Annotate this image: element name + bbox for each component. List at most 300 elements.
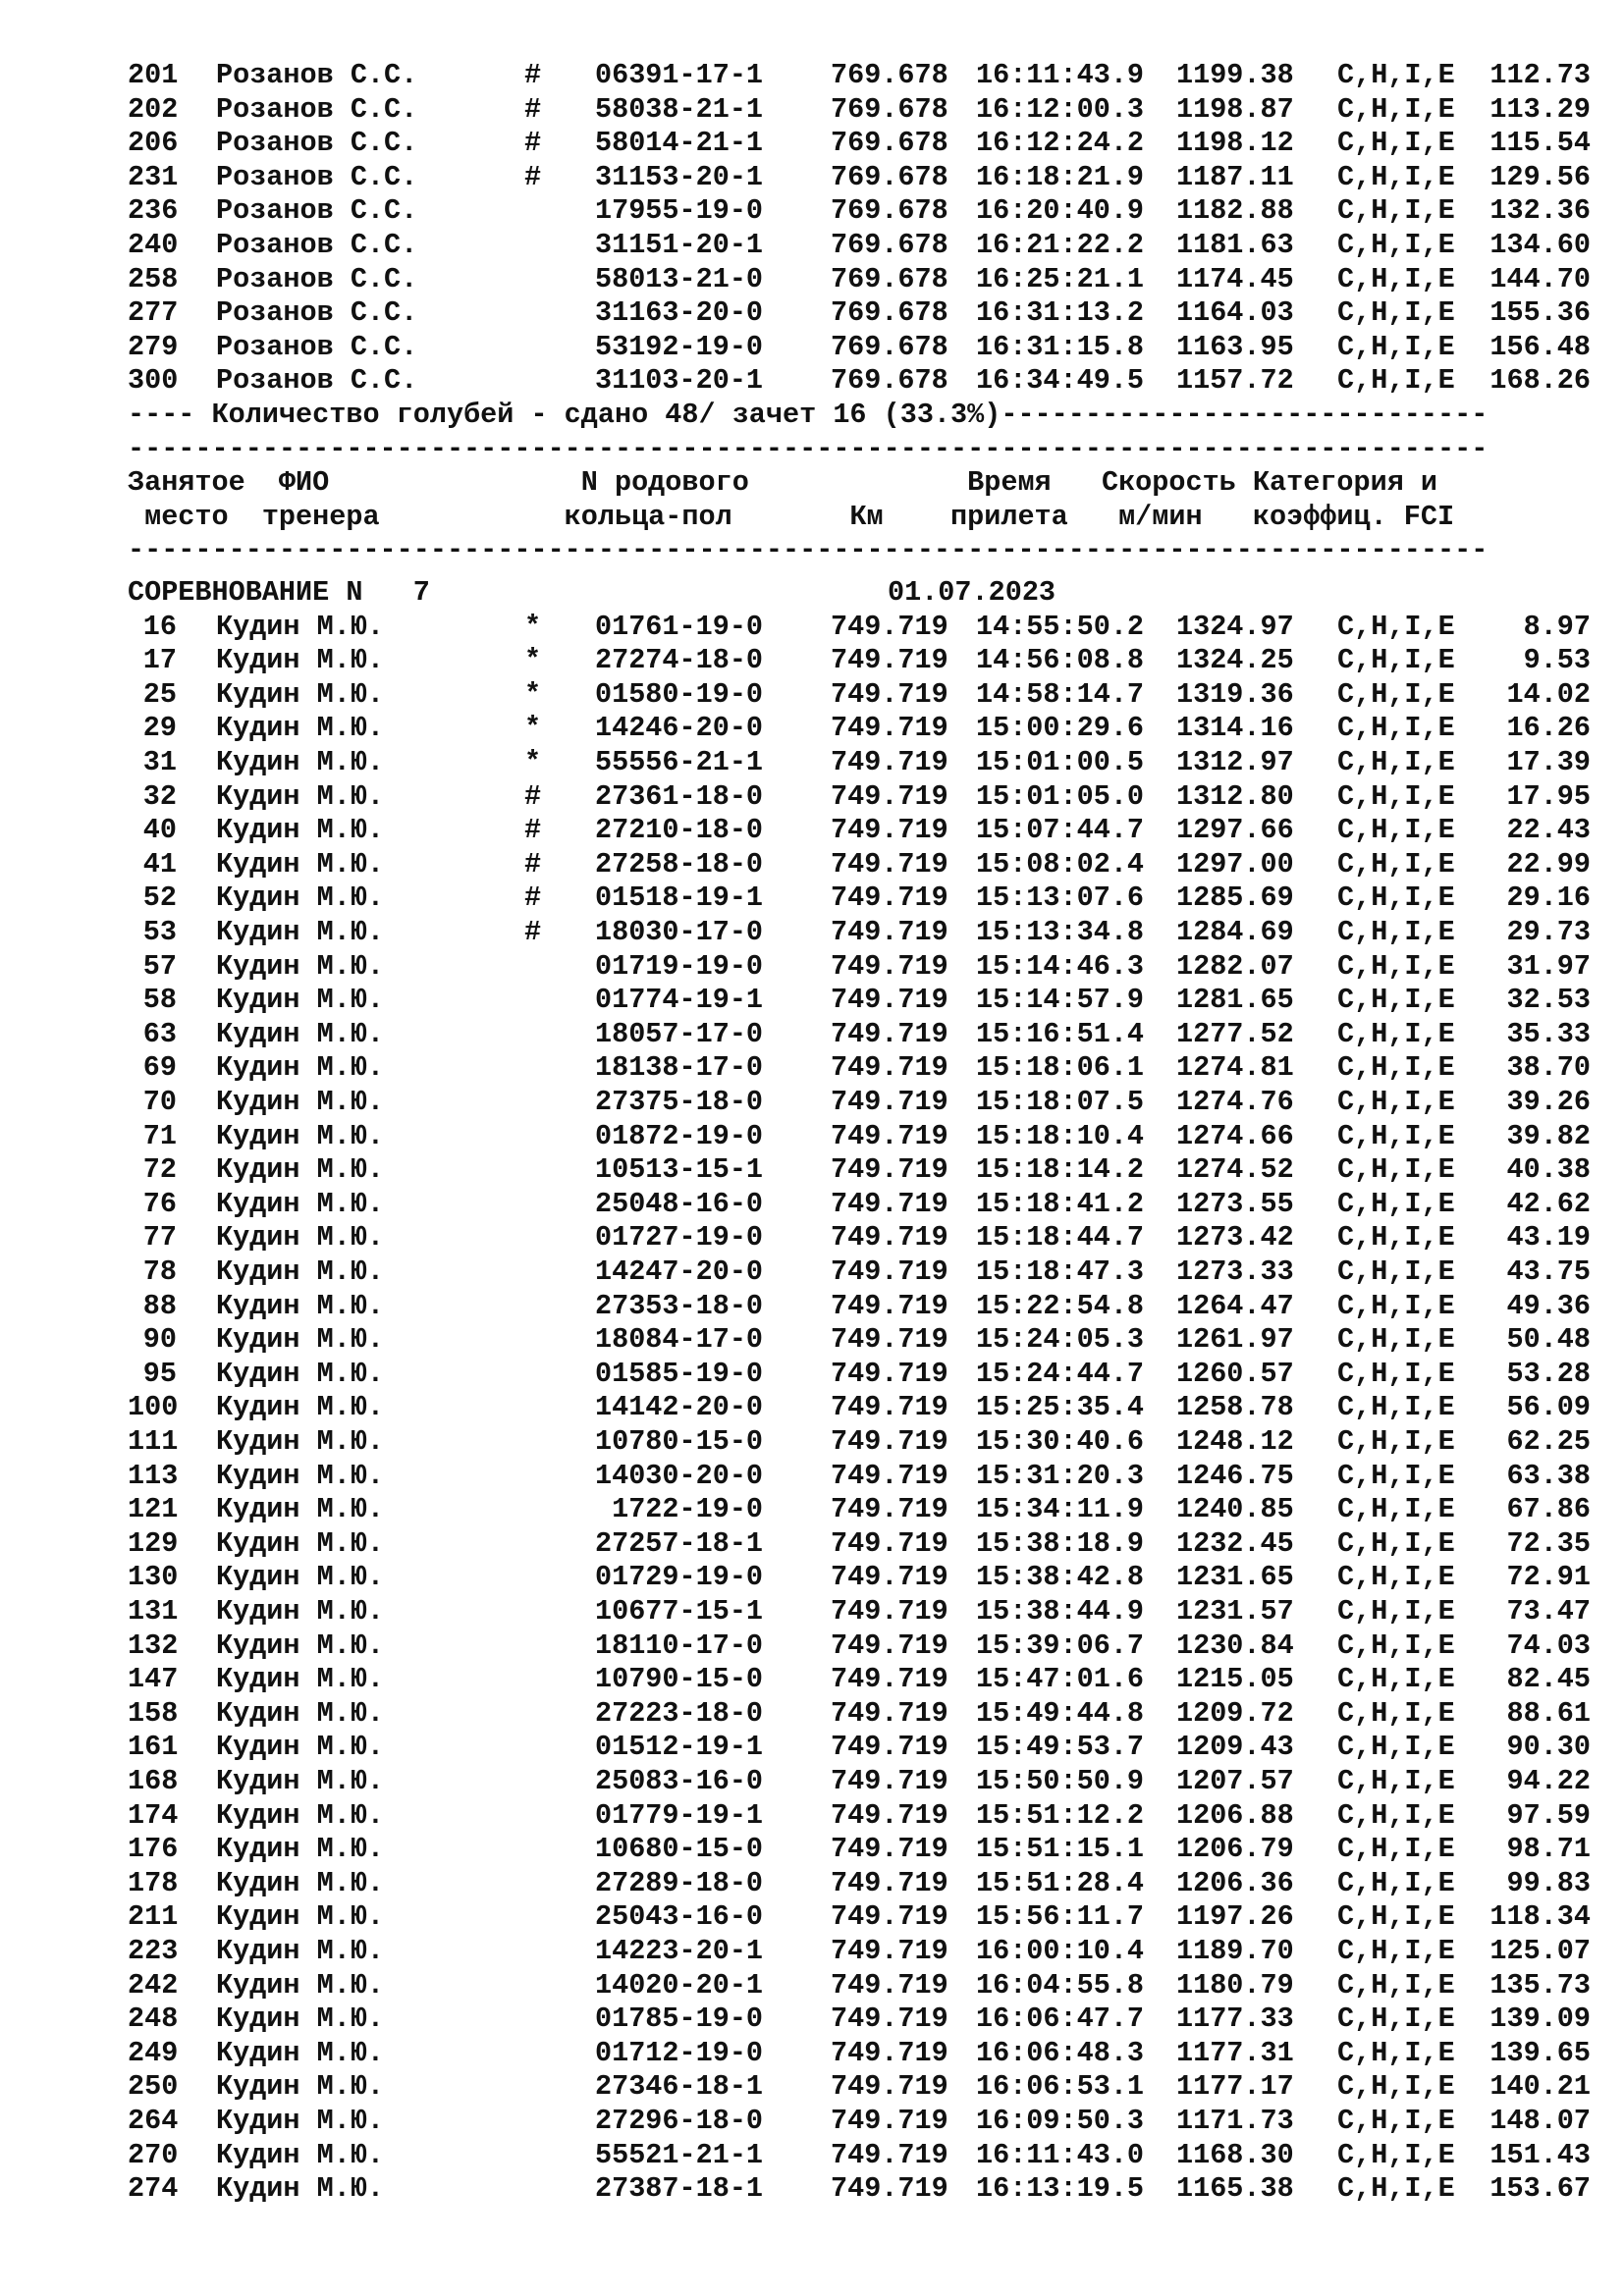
ring-cell: 14247-20-0 xyxy=(595,1255,764,1288)
trainer-name-cell: Кудин М.Ю. xyxy=(216,1255,385,1288)
place-cell: 202 xyxy=(128,93,179,126)
ring-cell: 01580-19-0 xyxy=(595,678,764,711)
place-cell: 129 xyxy=(128,1527,179,1560)
fci-cell: 82.45 xyxy=(1506,1663,1591,1695)
ring-cell: 01872-19-0 xyxy=(595,1120,764,1152)
speed-cell: 1319.36 xyxy=(1176,678,1294,711)
trainer-name-cell: Кудин М.Ю. xyxy=(216,1221,385,1254)
distance-cell: 749.719 xyxy=(831,644,948,676)
table-row xyxy=(0,1697,1624,1731)
arrival-time-cell: 16:04:55.8 xyxy=(976,1969,1145,2002)
ring-cell: 27346-18-1 xyxy=(595,2070,764,2103)
place-cell: 131 xyxy=(128,1595,179,1628)
ring-cell: 14142-20-0 xyxy=(595,1391,764,1423)
table-row xyxy=(0,127,1624,160)
trainer-name-cell: Кудин М.Ю. xyxy=(216,611,385,643)
ring-cell: 58038-21-1 xyxy=(595,93,764,126)
place-cell: 58 xyxy=(142,984,177,1016)
table-row xyxy=(0,1799,1624,1833)
place-cell: 147 xyxy=(128,1663,179,1695)
arrival-time-cell: 16:06:47.7 xyxy=(976,2002,1145,2035)
mark-cell: * xyxy=(524,611,542,643)
fci-cell: 88.61 xyxy=(1506,1697,1591,1730)
category-cell: C,H,I,E xyxy=(1337,1358,1455,1390)
speed-cell: 1297.66 xyxy=(1176,814,1294,846)
fci-cell: 134.60 xyxy=(1489,229,1591,261)
speed-cell: 1198.12 xyxy=(1176,127,1294,159)
distance-cell: 749.719 xyxy=(831,1629,948,1662)
separator-line xyxy=(0,433,1624,466)
speed-cell: 1206.88 xyxy=(1176,1799,1294,1832)
place-cell: 32 xyxy=(142,780,177,813)
fci-cell: 39.26 xyxy=(1506,1086,1591,1118)
mark-cell: * xyxy=(524,678,542,711)
place-cell: 248 xyxy=(128,2002,179,2035)
place-cell: 130 xyxy=(128,1561,179,1593)
arrival-time-cell: 15:13:34.8 xyxy=(976,916,1145,948)
trainer-name-cell: Розанов С.С. xyxy=(216,194,418,227)
table-row xyxy=(0,1120,1624,1153)
separator-line-text: --------------------------------------------------------------------------------- xyxy=(128,534,1489,566)
place-cell: 132 xyxy=(128,1629,179,1662)
mark-cell: # xyxy=(524,848,542,881)
category-cell: C,H,I,E xyxy=(1337,984,1455,1016)
distance-cell: 749.719 xyxy=(831,1663,948,1695)
fci-cell: 74.03 xyxy=(1506,1629,1591,1662)
fci-cell: 67.86 xyxy=(1506,1493,1591,1525)
speed-cell: 1264.47 xyxy=(1176,1290,1294,1322)
place-cell: 29 xyxy=(142,712,177,744)
trainer-name-cell: Кудин М.Ю. xyxy=(216,644,385,676)
place-cell: 57 xyxy=(142,950,177,983)
arrival-time-cell: 16:13:19.5 xyxy=(976,2172,1145,2205)
speed-cell: 1197.26 xyxy=(1176,1900,1294,1933)
category-cell: C,H,I,E xyxy=(1337,1188,1455,1220)
category-cell: C,H,I,E xyxy=(1337,1051,1455,1084)
trainer-name-cell: Кудин М.Ю. xyxy=(216,916,385,948)
category-cell: C,H,I,E xyxy=(1337,848,1455,881)
ring-cell: 55521-21-1 xyxy=(595,2139,764,2171)
category-cell: C,H,I,E xyxy=(1337,2172,1455,2205)
place-cell: 17 xyxy=(142,644,177,676)
distance-cell: 749.719 xyxy=(831,1153,948,1186)
ring-cell: 27274-18-0 xyxy=(595,644,764,676)
mark-cell: # xyxy=(524,780,542,813)
arrival-time-cell: 15:39:06.7 xyxy=(976,1629,1145,1662)
trainer-name-cell: Розанов С.С. xyxy=(216,127,418,159)
table-row xyxy=(0,678,1624,712)
distance-cell: 749.719 xyxy=(831,1697,948,1730)
ring-cell: 10677-15-1 xyxy=(595,1595,764,1628)
distance-cell: 749.719 xyxy=(831,1323,948,1356)
ring-cell: 25043-16-0 xyxy=(595,1900,764,1933)
trainer-name-cell: Кудин М.Ю. xyxy=(216,1290,385,1322)
category-cell: C,H,I,E xyxy=(1337,364,1455,397)
table-row xyxy=(0,1221,1624,1255)
distance-cell: 749.719 xyxy=(831,746,948,778)
category-cell: C,H,I,E xyxy=(1337,2070,1455,2103)
category-cell: C,H,I,E xyxy=(1337,1018,1455,1050)
ring-cell: 53192-19-0 xyxy=(595,331,764,363)
distance-cell: 749.719 xyxy=(831,1867,948,1899)
table-row xyxy=(0,1867,1624,1900)
table-row xyxy=(0,712,1624,745)
table-row xyxy=(0,1561,1624,1594)
category-cell: C,H,I,E xyxy=(1337,1120,1455,1152)
arrival-time-cell: 15:49:44.8 xyxy=(976,1697,1145,1730)
speed-cell: 1232.45 xyxy=(1176,1527,1294,1560)
speed-cell: 1231.65 xyxy=(1176,1561,1294,1593)
distance-cell: 749.719 xyxy=(831,1833,948,1865)
speed-cell: 1277.52 xyxy=(1176,1018,1294,1050)
distance-cell: 749.719 xyxy=(831,1221,948,1254)
distance-cell: 749.719 xyxy=(831,1255,948,1288)
table-row xyxy=(0,1595,1624,1629)
ring-cell: 14246-20-0 xyxy=(595,712,764,744)
fci-cell: 9.53 xyxy=(1523,644,1591,676)
arrival-time-cell: 16:12:24.2 xyxy=(976,127,1145,159)
trainer-name-cell: Розанов С.С. xyxy=(216,229,418,261)
arrival-time-cell: 16:12:00.3 xyxy=(976,93,1145,126)
speed-cell: 1246.75 xyxy=(1176,1460,1294,1492)
table-row xyxy=(0,93,1624,127)
arrival-time-cell: 16:11:43.9 xyxy=(976,59,1145,91)
mark-cell: * xyxy=(524,746,542,778)
place-cell: 41 xyxy=(142,848,177,881)
table-row xyxy=(0,296,1624,330)
speed-cell: 1231.57 xyxy=(1176,1595,1294,1628)
mark-cell: # xyxy=(524,93,542,126)
place-cell: 88 xyxy=(142,1290,177,1322)
trainer-name-cell: Кудин М.Ю. xyxy=(216,2172,385,2205)
arrival-time-cell: 16:09:50.3 xyxy=(976,2105,1145,2137)
trainer-name-cell: Кудин М.Ю. xyxy=(216,1358,385,1390)
place-cell: 78 xyxy=(142,1255,177,1288)
table-row xyxy=(0,1188,1624,1221)
trainer-name-cell: Кудин М.Ю. xyxy=(216,1323,385,1356)
arrival-time-cell: 15:24:44.7 xyxy=(976,1358,1145,1390)
distance-cell: 749.719 xyxy=(831,1561,948,1593)
speed-cell: 1206.79 xyxy=(1176,1833,1294,1865)
fci-cell: 99.83 xyxy=(1506,1867,1591,1899)
trainer-name-cell: Кудин М.Ю. xyxy=(216,984,385,1016)
distance-cell: 769.678 xyxy=(831,364,948,397)
table-row xyxy=(0,1153,1624,1187)
fci-cell: 72.91 xyxy=(1506,1561,1591,1593)
speed-cell: 1314.16 xyxy=(1176,712,1294,744)
category-cell: C,H,I,E xyxy=(1337,161,1455,193)
place-cell: 16 xyxy=(142,611,177,643)
trainer-name-cell: Кудин М.Ю. xyxy=(216,1391,385,1423)
trainer-name-cell: Кудин М.Ю. xyxy=(216,678,385,711)
table-row xyxy=(0,814,1624,847)
fci-cell: 53.28 xyxy=(1506,1358,1591,1390)
distance-cell: 749.719 xyxy=(831,780,948,813)
speed-cell: 1206.36 xyxy=(1176,1867,1294,1899)
ring-cell: 27210-18-0 xyxy=(595,814,764,846)
table-row xyxy=(0,2139,1624,2172)
ring-cell: 14030-20-0 xyxy=(595,1460,764,1492)
table-row xyxy=(0,2070,1624,2104)
arrival-time-cell: 15:18:06.1 xyxy=(976,1051,1145,1084)
place-cell: 223 xyxy=(128,1935,179,1967)
distance-cell: 749.719 xyxy=(831,1391,948,1423)
column-header-line-1-text: Занятое ФИО N родового Время Скорость Категория и xyxy=(128,466,1438,499)
speed-cell: 1177.31 xyxy=(1176,2037,1294,2069)
ring-cell: 27353-18-0 xyxy=(595,1290,764,1322)
ring-cell: 18110-17-0 xyxy=(595,1629,764,1662)
trainer-name-cell: Кудин М.Ю. xyxy=(216,881,385,914)
speed-cell: 1261.97 xyxy=(1176,1323,1294,1356)
trainer-name-cell: Кудин М.Ю. xyxy=(216,814,385,846)
arrival-time-cell: 14:56:08.8 xyxy=(976,644,1145,676)
arrival-time-cell: 15:47:01.6 xyxy=(976,1663,1145,1695)
trainer-name-cell: Кудин М.Ю. xyxy=(216,1833,385,1865)
fci-cell: 42.62 xyxy=(1506,1188,1591,1220)
trainer-name-cell: Розанов С.С. xyxy=(216,93,418,126)
place-cell: 231 xyxy=(128,161,179,193)
arrival-time-cell: 15:14:57.9 xyxy=(976,984,1145,1016)
fci-cell: 40.38 xyxy=(1506,1153,1591,1186)
category-cell: C,H,I,E xyxy=(1337,1799,1455,1832)
category-cell: C,H,I,E xyxy=(1337,1561,1455,1593)
fci-cell: 118.34 xyxy=(1489,1900,1591,1933)
distance-cell: 749.719 xyxy=(831,881,948,914)
arrival-time-cell: 15:00:29.6 xyxy=(976,712,1145,744)
trainer-name-cell: Кудин М.Ю. xyxy=(216,2002,385,2035)
ring-cell: 01779-19-1 xyxy=(595,1799,764,1832)
table-row xyxy=(0,1935,1624,1968)
table-row xyxy=(0,1629,1624,1663)
fci-cell: 168.26 xyxy=(1489,364,1591,397)
speed-cell: 1274.66 xyxy=(1176,1120,1294,1152)
table-row xyxy=(0,746,1624,779)
speed-cell: 1312.80 xyxy=(1176,780,1294,813)
speed-cell: 1284.69 xyxy=(1176,916,1294,948)
distance-cell: 749.719 xyxy=(831,1086,948,1118)
arrival-time-cell: 15:13:07.6 xyxy=(976,881,1145,914)
table-row xyxy=(0,1425,1624,1459)
place-cell: 76 xyxy=(142,1188,177,1220)
fci-cell: 139.09 xyxy=(1489,2002,1591,2035)
fci-cell: 22.43 xyxy=(1506,814,1591,846)
ring-cell: 18030-17-0 xyxy=(595,916,764,948)
table-row xyxy=(0,1051,1624,1085)
ring-cell: 27375-18-0 xyxy=(595,1086,764,1118)
arrival-time-cell: 15:18:47.3 xyxy=(976,1255,1145,1288)
fci-cell: 32.53 xyxy=(1506,984,1591,1016)
ring-cell: 01785-19-0 xyxy=(595,2002,764,2035)
category-cell: C,H,I,E xyxy=(1337,881,1455,914)
fci-cell: 73.47 xyxy=(1506,1595,1591,1628)
trainer-name-cell: Кудин М.Ю. xyxy=(216,1731,385,1763)
fci-cell: 56.09 xyxy=(1506,1391,1591,1423)
speed-cell: 1248.12 xyxy=(1176,1425,1294,1458)
trainer-name-cell: Розанов С.С. xyxy=(216,331,418,363)
place-cell: 121 xyxy=(128,1493,179,1525)
table-row xyxy=(0,644,1624,677)
fci-cell: 72.35 xyxy=(1506,1527,1591,1560)
trainer-name-cell: Кудин М.Ю. xyxy=(216,1051,385,1084)
trainer-name-cell: Кудин М.Ю. xyxy=(216,1527,385,1560)
trainer-name-cell: Кудин М.Ю. xyxy=(216,2139,385,2171)
trainer-name-cell: Кудин М.Ю. xyxy=(216,1867,385,1899)
table-row xyxy=(0,1493,1624,1526)
place-cell: 25 xyxy=(142,678,177,711)
category-cell: C,H,I,E xyxy=(1337,950,1455,983)
trainer-name-cell: Кудин М.Ю. xyxy=(216,1595,385,1628)
fci-cell: 113.29 xyxy=(1489,93,1591,126)
trainer-name-cell: Кудин М.Ю. xyxy=(216,1493,385,1525)
place-cell: 53 xyxy=(142,916,177,948)
separator-line-text: --------------------------------------------------------------------------------- xyxy=(128,433,1489,465)
place-cell: 264 xyxy=(128,2105,179,2137)
ring-cell: 14020-20-1 xyxy=(595,1969,764,2002)
trainer-name-cell: Кудин М.Ю. xyxy=(216,1900,385,1933)
place-cell: 69 xyxy=(142,1051,177,1084)
table-row xyxy=(0,950,1624,984)
distance-cell: 749.719 xyxy=(831,2172,948,2205)
column-header-line-2-text: место тренера кольца-пол Км прилета м/мин коэффиц. FCI xyxy=(128,501,1455,533)
fci-cell: 156.48 xyxy=(1489,331,1591,363)
table-row xyxy=(0,1731,1624,1764)
place-cell: 240 xyxy=(128,229,179,261)
table-row xyxy=(0,881,1624,915)
table-row xyxy=(0,194,1624,228)
distance-cell: 749.719 xyxy=(831,1900,948,1933)
category-cell: C,H,I,E xyxy=(1337,194,1455,227)
ring-cell: 27258-18-0 xyxy=(595,848,764,881)
arrival-time-cell: 16:06:48.3 xyxy=(976,2037,1145,2069)
arrival-time-cell: 15:14:46.3 xyxy=(976,950,1145,983)
arrival-time-cell: 15:18:10.4 xyxy=(976,1120,1145,1152)
speed-cell: 1273.42 xyxy=(1176,1221,1294,1254)
trainer-name-cell: Кудин М.Ю. xyxy=(216,1799,385,1832)
place-cell: 300 xyxy=(128,364,179,397)
category-cell: C,H,I,E xyxy=(1337,1221,1455,1254)
table-row xyxy=(0,611,1624,644)
trainer-name-cell: Кудин М.Ю. xyxy=(216,1629,385,1662)
speed-cell: 1157.72 xyxy=(1176,364,1294,397)
place-cell: 90 xyxy=(142,1323,177,1356)
category-cell: C,H,I,E xyxy=(1337,1833,1455,1865)
category-cell: C,H,I,E xyxy=(1337,263,1455,295)
category-cell: C,H,I,E xyxy=(1337,1255,1455,1288)
speed-cell: 1260.57 xyxy=(1176,1358,1294,1390)
distance-cell: 749.719 xyxy=(831,1425,948,1458)
ring-cell: 27257-18-1 xyxy=(595,1527,764,1560)
fci-cell: 29.16 xyxy=(1506,881,1591,914)
category-cell: C,H,I,E xyxy=(1337,1731,1455,1763)
ring-cell: 10513-15-1 xyxy=(595,1153,764,1186)
fci-cell: 63.38 xyxy=(1506,1460,1591,1492)
fci-cell: 140.21 xyxy=(1489,2070,1591,2103)
fci-cell: 17.39 xyxy=(1506,746,1591,778)
arrival-time-cell: 15:38:42.8 xyxy=(976,1561,1145,1593)
category-cell: C,H,I,E xyxy=(1337,746,1455,778)
place-cell: 77 xyxy=(142,1221,177,1254)
ring-cell: 58013-21-0 xyxy=(595,263,764,295)
fci-cell: 31.97 xyxy=(1506,950,1591,983)
trainer-name-cell: Розанов С.С. xyxy=(216,296,418,329)
trainer-name-cell: Кудин М.Ю. xyxy=(216,1935,385,1967)
speed-cell: 1215.05 xyxy=(1176,1663,1294,1695)
trainer-name-cell: Кудин М.Ю. xyxy=(216,712,385,744)
arrival-time-cell: 15:38:18.9 xyxy=(976,1527,1145,1560)
distance-cell: 749.719 xyxy=(831,2105,948,2137)
table-row xyxy=(0,1086,1624,1119)
arrival-time-cell: 15:07:44.7 xyxy=(976,814,1145,846)
ring-cell: 31163-20-0 xyxy=(595,296,764,329)
distance-cell: 749.719 xyxy=(831,848,948,881)
trainer-name-cell: Розанов С.С. xyxy=(216,364,418,397)
distance-cell: 749.719 xyxy=(831,1493,948,1525)
trainer-name-cell: Кудин М.Ю. xyxy=(216,848,385,881)
speed-cell: 1187.11 xyxy=(1176,161,1294,193)
fci-cell: 132.36 xyxy=(1489,194,1591,227)
place-cell: 111 xyxy=(128,1425,179,1458)
table-row xyxy=(0,984,1624,1017)
ring-cell: 18084-17-0 xyxy=(595,1323,764,1356)
table-row xyxy=(0,263,1624,296)
place-cell: 71 xyxy=(142,1120,177,1152)
category-cell: C,H,I,E xyxy=(1337,2105,1455,2137)
trainer-name-cell: Кудин М.Ю. xyxy=(216,1188,385,1220)
category-cell: C,H,I,E xyxy=(1337,1153,1455,1186)
table-row xyxy=(0,1900,1624,1934)
ring-cell: 27361-18-0 xyxy=(595,780,764,813)
table-row xyxy=(0,848,1624,881)
category-cell: C,H,I,E xyxy=(1337,1460,1455,1492)
category-cell: C,H,I,E xyxy=(1337,2139,1455,2171)
category-cell: C,H,I,E xyxy=(1337,2002,1455,2035)
trainer-name-cell: Кудин М.Ю. xyxy=(216,746,385,778)
table-row xyxy=(0,1663,1624,1696)
place-cell: 174 xyxy=(128,1799,179,1832)
ring-cell: 10780-15-0 xyxy=(595,1425,764,1458)
place-cell: 274 xyxy=(128,2172,179,2205)
speed-cell: 1164.03 xyxy=(1176,296,1294,329)
ring-cell: 58014-21-1 xyxy=(595,127,764,159)
fci-cell: 14.02 xyxy=(1506,678,1591,711)
category-cell: C,H,I,E xyxy=(1337,1391,1455,1423)
table-row xyxy=(0,1969,1624,2002)
arrival-time-cell: 15:51:12.2 xyxy=(976,1799,1145,1832)
arrival-time-cell: 15:01:00.5 xyxy=(976,746,1145,778)
ring-cell: 27387-18-1 xyxy=(595,2172,764,2205)
arrival-time-cell: 15:31:20.3 xyxy=(976,1460,1145,1492)
ring-cell: 01512-19-1 xyxy=(595,1731,764,1763)
table-row xyxy=(0,2105,1624,2138)
category-cell: C,H,I,E xyxy=(1337,1425,1455,1458)
speed-cell: 1189.70 xyxy=(1176,1935,1294,1967)
place-cell: 158 xyxy=(128,1697,179,1730)
category-cell: C,H,I,E xyxy=(1337,2037,1455,2069)
fci-cell: 43.75 xyxy=(1506,1255,1591,1288)
trainer-name-cell: Кудин М.Ю. xyxy=(216,1086,385,1118)
arrival-time-cell: 15:50:50.9 xyxy=(976,1765,1145,1797)
place-cell: 270 xyxy=(128,2139,179,2171)
arrival-time-cell: 16:31:13.2 xyxy=(976,296,1145,329)
fci-cell: 43.19 xyxy=(1506,1221,1591,1254)
distance-cell: 749.719 xyxy=(831,1018,948,1050)
summary-line-text: ---- Количество голубей - сдано 48/ зачет 16 (33.3%)----------------------------- xyxy=(128,399,1489,431)
distance-cell: 749.719 xyxy=(831,2139,948,2171)
arrival-time-cell: 16:00:10.4 xyxy=(976,1935,1145,1967)
table-row xyxy=(0,364,1624,398)
distance-cell: 769.678 xyxy=(831,263,948,295)
category-cell: C,H,I,E xyxy=(1337,59,1455,91)
